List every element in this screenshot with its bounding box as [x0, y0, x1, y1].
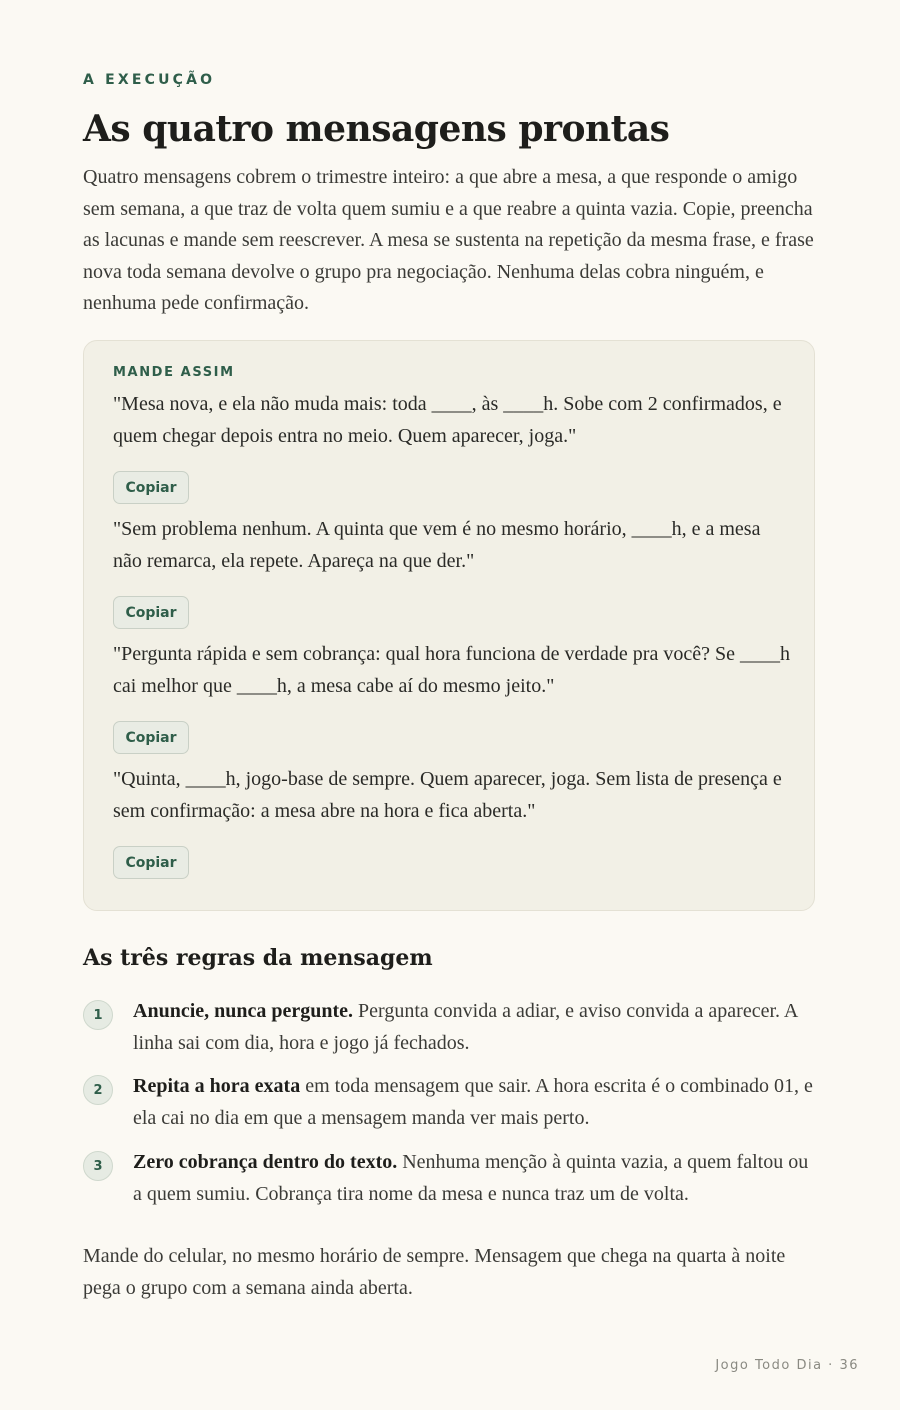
rule-number-badge: 3: [83, 1151, 113, 1181]
rule-text: [133, 996, 817, 1059]
copy-button[interactable]: Copiar: [113, 471, 189, 504]
page-title: As quatro mensagens prontas: [83, 108, 670, 150]
closing-paragraph: Mande do celular, no mesmo horário de sempre. Mensagem que chega na quarta à noite pega o grupo com a semana ainda aberta.: [83, 1245, 786, 1299]
intro-paragraph: Quatro mensagens cobrem o trimestre inteiro: a que abre a mesa, a que responde o amigo sem semana, a que traz de volta quem sumiu e a que reabre a quinta vazia. Copie, preencha as lacunas e mande sem reescrever. A mesa se sustenta na repetição da mesma frase, e frase nova toda semana devolve o grupo pra negociação. Nenhuma delas cobra ninguém, e nenhuma pede confirmação.: [83, 166, 814, 314]
copy-button[interactable]: Copiar: [113, 846, 189, 879]
rule-lead: Anuncie, nunca pergunte.: [133, 1000, 354, 1022]
page-footer: Jogo Todo Dia · 36: [715, 1358, 859, 1373]
rule-text: [133, 1071, 817, 1134]
rules-heading: As três regras da mensagem: [83, 945, 433, 971]
rule-text: [133, 1147, 817, 1210]
rule-lead: Zero cobrança dentro do texto.: [133, 1151, 398, 1173]
copy-button[interactable]: Copiar: [113, 596, 189, 629]
message-text: "Mesa nova, e ela não muda mais: toda ____, às ____h. Sobe com 2 confirmados, e quem chegar depois entra no meio. Quem aparecer, joga.": [113, 393, 782, 447]
rule-number-badge: 2: [83, 1075, 113, 1105]
copy-button[interactable]: Copiar: [113, 721, 189, 754]
rule-lead: Repita a hora exata: [133, 1075, 301, 1097]
section-eyebrow: A EXECUÇÃO: [83, 72, 216, 88]
message-templates-box: [83, 340, 815, 911]
message-text: "Quinta, ____h, jogo-base de sempre. Quem aparecer, joga. Sem lista de presença e sem confirmação: a mesa abre na hora e fica aberta.": [113, 768, 782, 822]
rule-body: Pergunta convida a adiar, e aviso convida a aparecer. A linha sai com dia, hora e jogo já fechados.: [133, 1000, 798, 1054]
rule-body: em toda mensagem que sair. A hora escrita é o combinado 01, e ela cai no dia em que a mensagem manda ver mais perto.: [133, 1075, 813, 1129]
message-text: "Sem problema nenhum. A quinta que vem é no mesmo horário, ____h, e a mesa não remarca, ela repete. Apareça na que der.": [113, 518, 761, 572]
rule-body: Nenhuma menção à quinta vazia, a quem faltou ou a quem sumiu. Cobrança tira nome da mesa e nunca traz um de volta.: [133, 1151, 809, 1205]
rule-number-badge: 1: [83, 1000, 113, 1030]
box-label: MANDE ASSIM: [113, 365, 235, 380]
message-text: "Pergunta rápida e sem cobrança: qual hora funciona de verdade pra você? Se ____h cai melhor que ____h, a mesa cabe aí do mesmo jeito.": [113, 643, 790, 697]
